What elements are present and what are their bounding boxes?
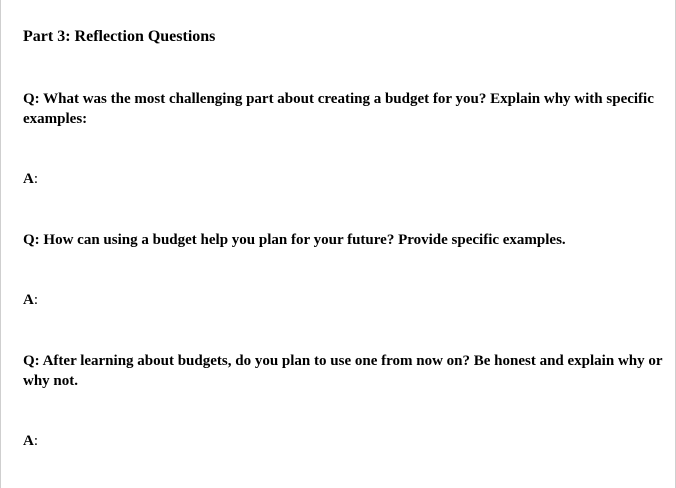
question-3: Q: After learning about budgets, do you plan to use one from now on? Be honest and explain why or why not. xyxy=(23,353,663,389)
answer-1-label: A xyxy=(23,171,34,187)
answer-3-separator: : xyxy=(33,433,39,449)
answer-1[interactable] xyxy=(23,169,663,189)
answer-3-label: A xyxy=(23,433,34,449)
question-1: Q: What was the most challenging part about creating a budget for you? Explain why with specific examples: xyxy=(23,91,654,127)
answer-1-separator: : xyxy=(33,171,39,187)
question-2: Q: How can using a budget help you plan for your future? Provide specific examples. xyxy=(23,232,566,248)
section-title: Part 3: Reflection Questions xyxy=(23,28,216,45)
answer-2-label: A xyxy=(23,292,34,308)
answer-3[interactable] xyxy=(23,431,663,451)
answer-2[interactable] xyxy=(23,290,663,310)
answer-2-separator: : xyxy=(33,292,39,308)
